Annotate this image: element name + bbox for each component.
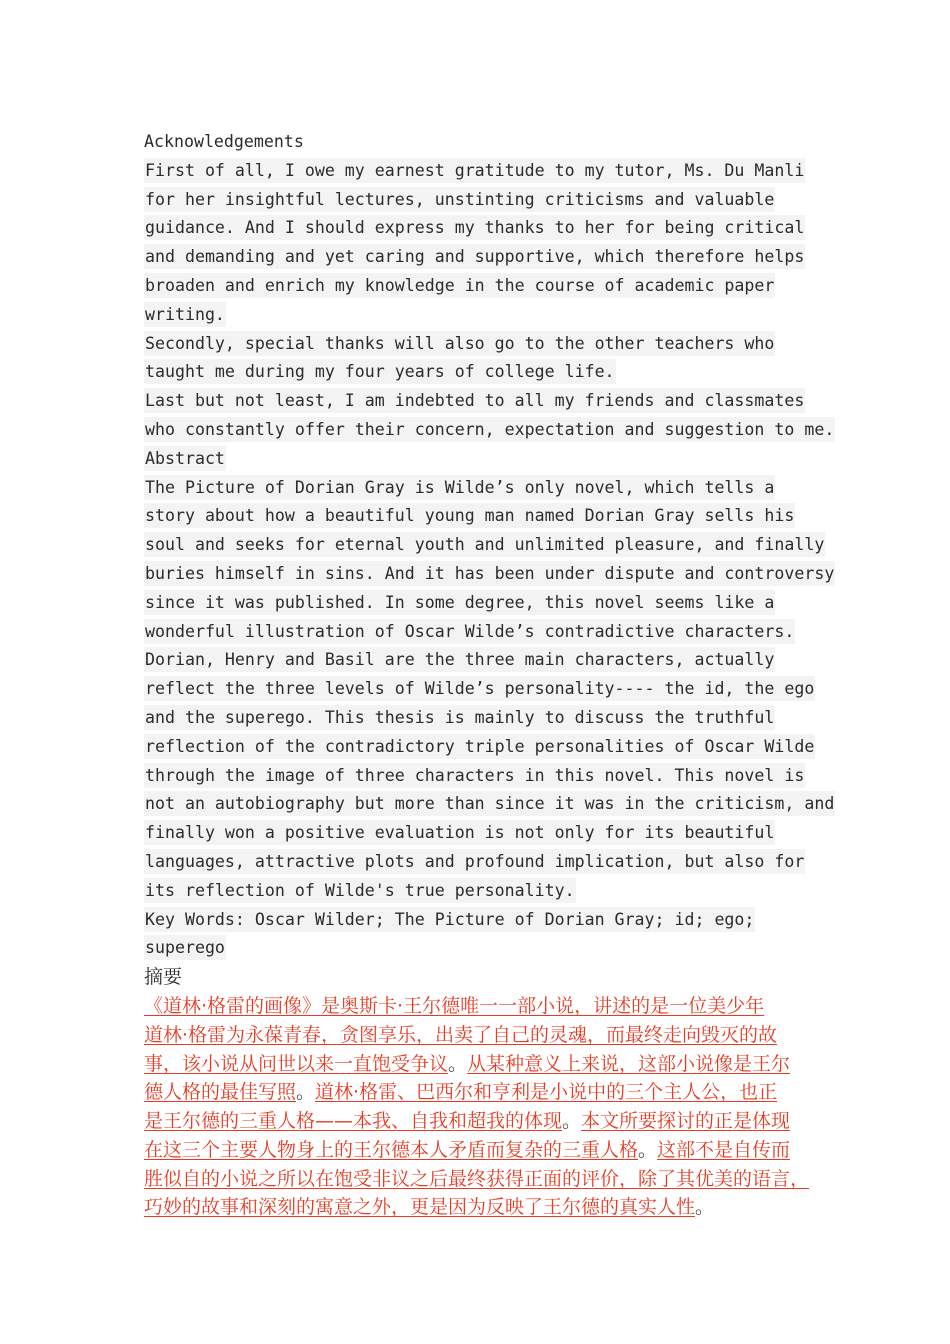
abstract-heading: Abstract xyxy=(144,445,824,474)
marked-text: 在这三个主要人物身上的王尔德本人矛盾而复杂的三重人格 xyxy=(144,1138,639,1161)
chinese-abstract-line xyxy=(144,1021,824,1050)
keywords-line: Key Words: Oscar Wilder; The Picture of Dorian Gray; id; ego; xyxy=(144,906,824,935)
abstract-line: The Picture of Dorian Gray is Wilde’s only novel, which tells a xyxy=(144,474,824,503)
marked-text: 本文所要探讨的正是体现 xyxy=(581,1110,791,1133)
chinese-abstract-line xyxy=(144,1136,824,1165)
acknowledgements-heading: Acknowledgements xyxy=(144,132,304,151)
abstract-body xyxy=(144,474,835,906)
marked-text: 巧妙的故事和深刻的寓意之外，更是因为反映了王尔德的真实人性 xyxy=(144,1196,696,1219)
acknowledgements-line: Secondly, special thanks will also go to the other teachers who xyxy=(144,330,824,359)
abstract-line: since it was published. In some degree, this novel seems like a xyxy=(144,589,824,618)
abstract-line: through the image of three characters in this novel. This novel is xyxy=(144,762,824,791)
acknowledgements-line: who constantly offer their concern, expectation and suggestion to me. xyxy=(144,416,824,445)
chinese-abstract-line xyxy=(144,1050,824,1079)
marked-text: 胜似自的小说之所以在饱受非议之后最终获得正面的评价，除了其优美的语言， xyxy=(144,1167,810,1190)
acknowledgements-line: guidance. And I should express my thanks to her for being critical xyxy=(144,214,824,243)
document-page xyxy=(144,128,835,1222)
punctuation: 。 xyxy=(695,1196,715,1219)
acknowledgements-body xyxy=(144,157,835,445)
chinese-abstract-line xyxy=(144,1107,824,1136)
abstract-line: Dorian, Henry and Basil are the three main characters, actually xyxy=(144,646,824,675)
marked-text: 《道林·格雷的画像》是奥斯卡·王尔德唯一一部小说，讲述的是一位美少年 xyxy=(144,994,765,1017)
marked-text: 道林·格雷、巴西尔和亨利是小说中的三个主人公，也正 xyxy=(315,1081,778,1104)
marked-text: 道林·格雷为永葆青春，贪图享乐，出卖了自己的灵魂，而最终走向毁灭的故 xyxy=(144,1023,778,1046)
chinese-abstract-heading: 摘要 xyxy=(144,966,183,989)
keywords-line: superego xyxy=(144,934,824,963)
abstract-line: its reflection of Wilde's true personality. xyxy=(144,877,824,906)
abstract-line: wonderful illustration of Oscar Wilde’s contradictive characters. xyxy=(144,618,824,647)
abstract-line: soul and seeks for eternal youth and unlimited pleasure, and finally xyxy=(144,531,824,560)
abstract-line: story about how a beautiful young man named Dorian Gray sells his xyxy=(144,502,824,531)
acknowledgements-line: writing. xyxy=(144,301,824,330)
acknowledgements-line: taught me during my four years of college life. xyxy=(144,358,824,387)
marked-text: 是王尔德的三重人格——本我、自我和超我的体现 xyxy=(144,1110,563,1133)
marked-text: 从某种意义上来说，这部小说像是王尔 xyxy=(467,1052,791,1075)
abstract-line: finally won a positive evaluation is not only for its beautiful xyxy=(144,819,824,848)
punctuation: 。 xyxy=(296,1081,316,1104)
abstract-line: reflection of the contradictory triple personalities of Oscar Wilde xyxy=(144,733,824,762)
chinese-abstract-line xyxy=(144,992,824,1021)
acknowledgements-line: First of all, I owe my earnest gratitude to my tutor, Ms. Du Manli xyxy=(144,157,824,186)
acknowledgements-line: for her insightful lectures, unstinting criticisms and valuable xyxy=(144,186,824,215)
abstract-line: languages, attractive plots and profound implication, but also for xyxy=(144,848,824,877)
abstract-line: and the superego. This thesis is mainly to discuss the truthful xyxy=(144,704,824,733)
marked-text: 这部不是自传而 xyxy=(657,1138,791,1161)
chinese-abstract-body xyxy=(144,992,824,1222)
abstract-line: not an autobiography but more than since it was in the criticism, and xyxy=(144,790,824,819)
abstract-line: buries himself in sins. And it has been under dispute and controversy xyxy=(144,560,824,589)
marked-text: 事，该小说从问世以来一直饱受争议 xyxy=(144,1052,449,1075)
punctuation: 。 xyxy=(562,1110,582,1133)
chinese-abstract-line xyxy=(144,1165,824,1194)
chinese-abstract-line xyxy=(144,1078,824,1107)
abstract-line: reflect the three levels of Wilde’s personality---- the id, the ego xyxy=(144,675,824,704)
acknowledgements-line: Last but not least, I am indebted to all my friends and classmates xyxy=(144,387,824,416)
acknowledgements-line: and demanding and yet caring and supportive, which therefore helps xyxy=(144,243,824,272)
punctuation: 。 xyxy=(638,1138,658,1161)
marked-text: 德人格的最佳写照 xyxy=(144,1081,297,1104)
chinese-abstract-line xyxy=(144,1193,824,1222)
punctuation: 。 xyxy=(448,1052,468,1075)
acknowledgements-line: broaden and enrich my knowledge in the course of academic paper xyxy=(144,272,824,301)
